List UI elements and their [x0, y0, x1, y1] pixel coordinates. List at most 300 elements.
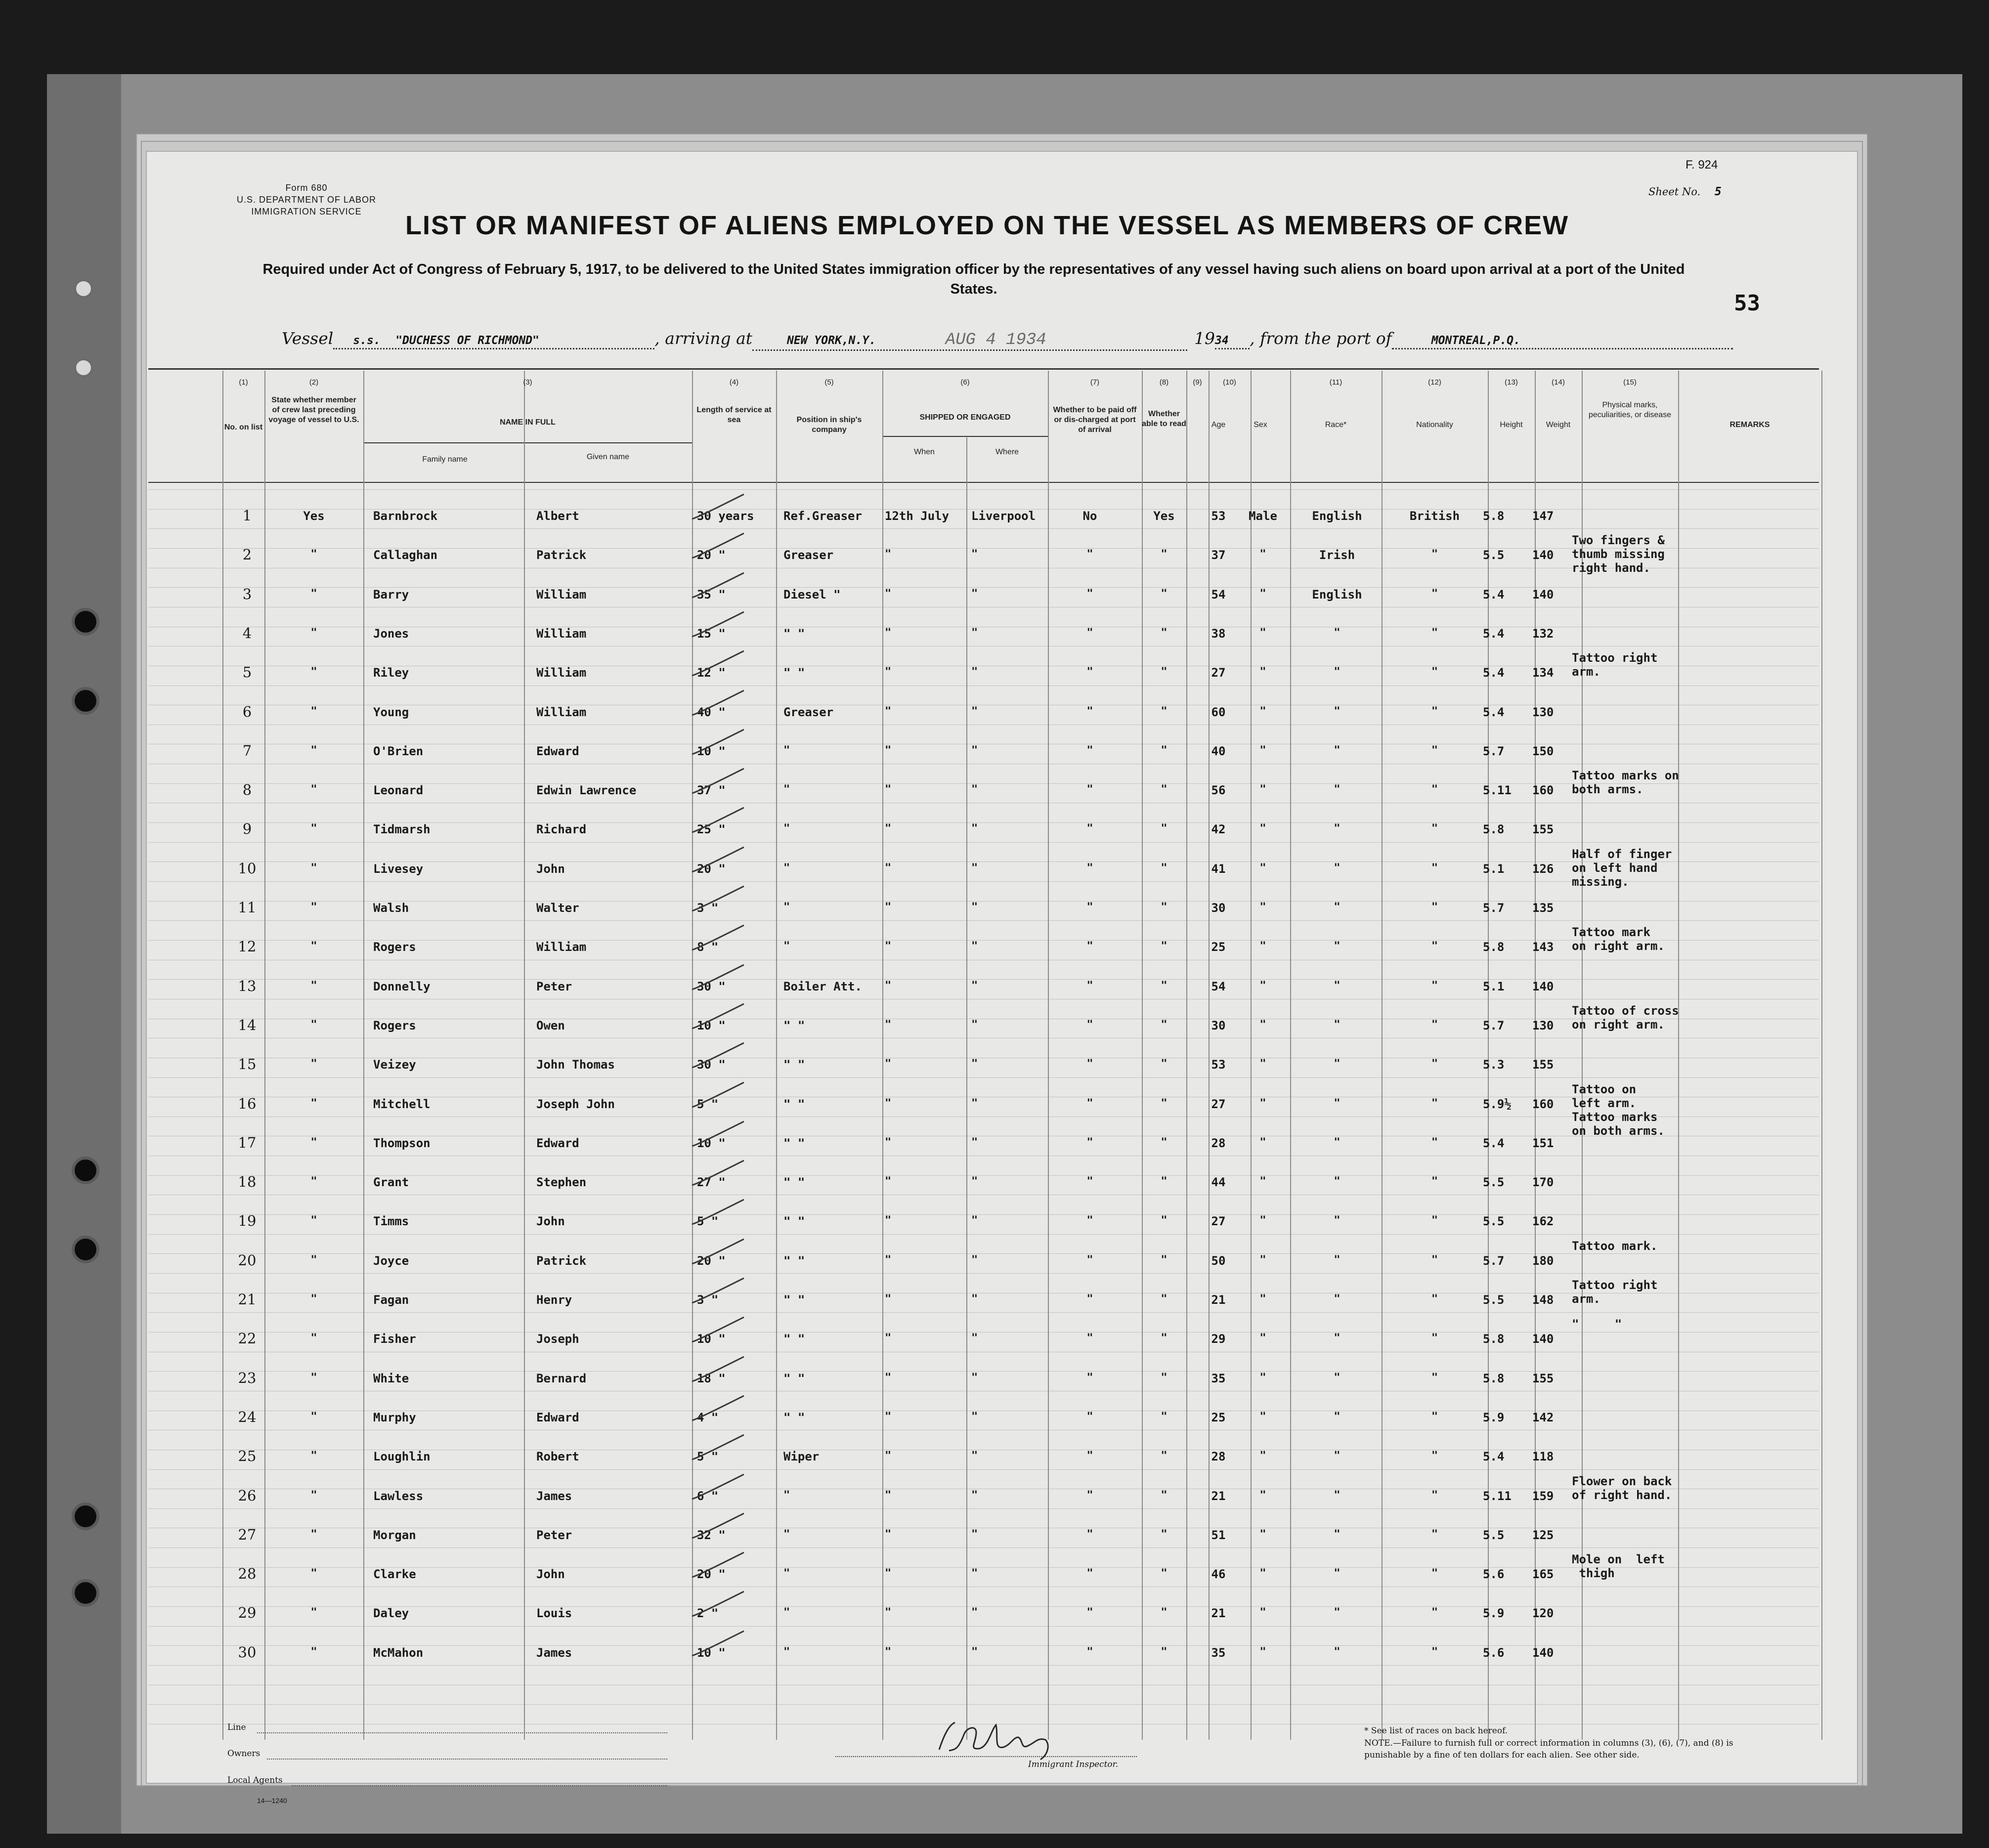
- cell-no: 3: [242, 585, 252, 602]
- cell-family: Tidmarsh: [373, 822, 431, 837]
- cell-where: ": [971, 1097, 978, 1110]
- cell-crew: ": [310, 666, 317, 679]
- cell-position: ": [783, 744, 790, 757]
- cell-given: William: [536, 666, 587, 680]
- cell-sex: ": [1259, 901, 1266, 913]
- cell-given: William: [536, 705, 587, 719]
- cell-height: 5.4: [1483, 1136, 1505, 1150]
- cell-paid: ": [1086, 1410, 1093, 1423]
- cell-family: Livesey: [373, 861, 424, 876]
- service-checkmark: [690, 1237, 749, 1271]
- cell-age: 35: [1211, 1371, 1226, 1385]
- cell-given: Patrick: [536, 548, 587, 562]
- cell-when: ": [885, 901, 892, 913]
- shipped-subheader-rule: [882, 436, 1048, 437]
- cell-race: ": [1334, 822, 1340, 835]
- cell-where: ": [971, 1645, 978, 1658]
- cell-nat: ": [1431, 1175, 1438, 1188]
- cell-nat: ": [1431, 1489, 1438, 1502]
- header-given-name: Given name: [586, 453, 630, 461]
- cell-paid: ": [1086, 1332, 1093, 1345]
- cell-when: 12th July: [885, 509, 950, 523]
- cell-read: ": [1161, 705, 1167, 718]
- page-title: LIST OR MANIFEST OF ALIENS EMPLOYED ON THE VESSEL AS MEMBERS OF CREW: [405, 211, 1569, 240]
- cell-weight: 140: [1532, 548, 1554, 562]
- cell-where: Liverpool: [971, 509, 1036, 523]
- footer-form-code: 14—1240: [257, 1797, 287, 1805]
- cell-height: 5.7: [1483, 1253, 1505, 1268]
- cell-crew: ": [310, 1097, 317, 1110]
- physical-mark-note: Two fingers & thumb missing right hand.: [1572, 533, 1665, 575]
- row-rule: [148, 1234, 1819, 1235]
- cell-paid: ": [1086, 1645, 1093, 1658]
- cell-weight: 134: [1532, 666, 1554, 680]
- cell-when: ": [885, 783, 892, 796]
- cell-when: ": [885, 1253, 892, 1266]
- cell-height: 5.9: [1483, 1410, 1505, 1424]
- cell-given: Edward: [536, 744, 579, 758]
- cell-read: ": [1161, 744, 1167, 757]
- cell-crew: ": [310, 1214, 317, 1227]
- service-checkmark: [690, 727, 749, 762]
- cell-weight: 148: [1532, 1293, 1554, 1307]
- cell-paid: ": [1086, 626, 1093, 639]
- cell-sex: ": [1259, 626, 1266, 639]
- row-rule: [148, 1704, 1819, 1705]
- cell-no: 5: [242, 664, 252, 681]
- header-race: Race*: [1325, 421, 1347, 429]
- header-able-read: Whether able to read: [1142, 410, 1186, 428]
- cell-service: 30 years: [697, 509, 754, 523]
- cell-weight: 155: [1532, 1371, 1554, 1385]
- cell-race: ": [1334, 1528, 1340, 1541]
- cell-no: 6: [242, 703, 252, 720]
- cell-age: 21: [1211, 1606, 1226, 1621]
- cell-service: 20 ": [697, 548, 726, 562]
- cell-age: 28: [1211, 1450, 1226, 1464]
- cell-paid: ": [1086, 1136, 1093, 1149]
- cell-race: ": [1334, 1214, 1340, 1227]
- service-checkmark: [690, 1393, 749, 1428]
- physical-mark-note: Tattoo right arm.: [1572, 651, 1658, 679]
- cell-read: ": [1161, 587, 1167, 600]
- cell-sex: ": [1259, 783, 1266, 796]
- service-checkmark: [690, 609, 749, 644]
- cell-no: 14: [238, 1016, 257, 1033]
- cell-crew: ": [310, 1058, 317, 1071]
- cell-race: English: [1312, 587, 1362, 602]
- cell-age: 28: [1211, 1136, 1226, 1150]
- note-penalty: NOTE.—Failure to furnish full or correct information in columns (3), (6), (7), and (8) is punishable by a fine of ten dollars for each alien. See other side.: [1364, 1738, 1733, 1760]
- cell-where: ": [971, 1371, 978, 1384]
- cell-paid: ": [1086, 1058, 1093, 1071]
- cell-when: ": [885, 1058, 892, 1071]
- cell-when: ": [885, 940, 892, 953]
- cell-height: 5.5: [1483, 1214, 1505, 1229]
- header-state-whether: State whether member of crew last preceding voyage of vessel to U.S.: [268, 396, 359, 424]
- cell-when: ": [885, 822, 892, 835]
- service-checkmark: [690, 845, 749, 879]
- row-rule: [148, 1273, 1819, 1274]
- cell-position: ": [783, 783, 790, 796]
- cell-position: ": [783, 822, 790, 835]
- header-length-service: Length of service at sea: [696, 406, 772, 424]
- cell-age: 27: [1211, 1214, 1226, 1229]
- cell-no: 16: [238, 1095, 257, 1112]
- header-where: Where: [995, 448, 1019, 456]
- cell-position: " ": [783, 1214, 805, 1229]
- cell-sex: ": [1259, 1567, 1266, 1580]
- cell-service: 10 ": [697, 744, 726, 758]
- cell-family: Riley: [373, 666, 409, 680]
- cell-read: ": [1161, 1097, 1167, 1110]
- cell-height: 5.8: [1483, 1371, 1505, 1385]
- sheet-label: Sheet No.: [1648, 186, 1701, 198]
- cell-no: 21: [238, 1291, 257, 1308]
- cell-race: ": [1334, 979, 1340, 992]
- cell-nat: ": [1431, 1371, 1438, 1384]
- cell-position: " ": [783, 1253, 805, 1268]
- cell-race: ": [1334, 783, 1340, 796]
- cell-height: 5.8: [1483, 1332, 1505, 1346]
- cell-no: 28: [238, 1565, 257, 1583]
- cell-when: ": [885, 1489, 892, 1502]
- cell-family: Loughlin: [373, 1450, 431, 1464]
- cell-nat: ": [1431, 1450, 1438, 1462]
- cell-race: ": [1334, 940, 1340, 953]
- cell-read: ": [1161, 1293, 1167, 1305]
- cell-sex: ": [1259, 979, 1266, 992]
- cell-family: Grant: [373, 1175, 409, 1190]
- cell-read: ": [1161, 1567, 1167, 1580]
- cell-position: ": [783, 1567, 790, 1580]
- cell-position: " ": [783, 1371, 805, 1385]
- cell-when: ": [885, 1450, 892, 1462]
- cell-age: 30: [1211, 901, 1226, 915]
- cell-sex: ": [1259, 666, 1266, 679]
- cell-sex: ": [1259, 548, 1266, 561]
- cell-when: ": [885, 1567, 892, 1580]
- cell-read: ": [1161, 626, 1167, 639]
- cell-where: ": [971, 1175, 978, 1188]
- cell-position: ": [783, 1528, 790, 1541]
- physical-mark-note: " ": [1572, 1317, 1622, 1332]
- service-checkmark: [690, 688, 749, 723]
- cell-age: 25: [1211, 940, 1226, 954]
- cell-given: Robert: [536, 1450, 579, 1464]
- cell-nat: ": [1431, 783, 1438, 796]
- service-checkmark: [690, 1276, 749, 1310]
- cell-race: ": [1334, 1136, 1340, 1149]
- cell-given: John: [536, 1567, 565, 1582]
- cell-crew: ": [310, 1371, 317, 1384]
- row-rule: [148, 1469, 1819, 1470]
- cell-family: White: [373, 1371, 409, 1385]
- service-checkmark: [690, 492, 749, 526]
- binder-hole: [72, 1503, 99, 1530]
- column-divider: [1582, 371, 1583, 1740]
- col-number: (2): [309, 378, 319, 387]
- date-stamp: AUG 4 1934: [945, 331, 1046, 349]
- cell-weight: 147: [1532, 509, 1554, 523]
- cell-age: 56: [1211, 783, 1226, 798]
- row-rule: [148, 1626, 1819, 1627]
- cell-height: 5.5: [1483, 1528, 1505, 1542]
- cell-where: ": [971, 1450, 978, 1462]
- cell-when: ": [885, 1645, 892, 1658]
- cell-height: 5.4: [1483, 666, 1505, 680]
- arriving-label: , arriving at: [654, 329, 753, 348]
- cell-read: ": [1161, 940, 1167, 953]
- cell-service: 12 ": [697, 666, 726, 680]
- cell-family: Lawless: [373, 1489, 424, 1503]
- cell-age: 44: [1211, 1175, 1226, 1190]
- cell-age: 21: [1211, 1489, 1226, 1503]
- cell-no: 12: [238, 938, 257, 955]
- cell-weight: 160: [1532, 1097, 1554, 1111]
- cell-service: 8 ": [697, 940, 719, 954]
- cell-position: " ": [783, 1175, 805, 1190]
- cell-family: McMahon: [373, 1645, 424, 1660]
- cell-age: 30: [1211, 1018, 1226, 1032]
- cell-position: Ref.Greaser: [783, 509, 862, 523]
- cell-height: 5.6: [1483, 1567, 1505, 1582]
- cell-family: Young: [373, 705, 409, 719]
- cell-nat: ": [1431, 1214, 1438, 1227]
- cell-given: James: [536, 1645, 572, 1660]
- cell-service: 20 ": [697, 1567, 726, 1582]
- sheet-number: 5: [1714, 185, 1722, 198]
- cell-age: 41: [1211, 861, 1226, 876]
- row-rule: [148, 1508, 1819, 1509]
- cell-weight: 180: [1532, 1253, 1554, 1268]
- cell-no: 4: [242, 624, 252, 642]
- cell-when: ": [885, 587, 892, 600]
- cell-nat: ": [1431, 1136, 1438, 1149]
- row-rule: [148, 489, 1819, 490]
- cell-read: ": [1161, 1410, 1167, 1423]
- cell-crew: ": [310, 1175, 317, 1188]
- cell-nat: ": [1431, 822, 1438, 835]
- physical-mark-note: Tattoo of cross on right arm.: [1572, 1003, 1679, 1031]
- cell-family: Timms: [373, 1214, 409, 1229]
- service-checkmark: [690, 1550, 749, 1585]
- cell-when: ": [885, 1606, 892, 1619]
- cell-position: " ": [783, 666, 805, 680]
- cell-weight: 170: [1532, 1175, 1554, 1190]
- header-sex: Sex: [1254, 421, 1267, 429]
- cell-given: Edwin Lawrence: [536, 783, 637, 798]
- cell-weight: 130: [1532, 705, 1554, 719]
- cell-position: " ": [783, 1293, 805, 1307]
- cell-race: ": [1334, 626, 1340, 639]
- service-checkmark: [690, 1432, 749, 1467]
- cell-service: 32 ": [697, 1528, 726, 1542]
- f-number: F. 924: [1686, 158, 1718, 172]
- cell-crew: ": [310, 705, 317, 718]
- cell-read: ": [1161, 822, 1167, 835]
- cell-age: 38: [1211, 626, 1226, 641]
- cell-paid: ": [1086, 1097, 1093, 1110]
- cell-service: 5 ": [697, 1214, 719, 1229]
- cell-paid: ": [1086, 822, 1093, 835]
- cell-height: 5.8: [1483, 509, 1505, 523]
- col-number: (4): [729, 378, 739, 387]
- cell-no: 18: [238, 1173, 257, 1191]
- cell-sex: ": [1259, 1489, 1266, 1502]
- cell-no: 10: [238, 860, 257, 877]
- cell-no: 26: [238, 1487, 257, 1504]
- cell-service: 15 ": [697, 626, 726, 641]
- inspector-label: Immigrant Inspector.: [1028, 1760, 1119, 1769]
- service-checkmark: [690, 962, 749, 997]
- inspector-signature: [929, 1715, 1078, 1762]
- footer-line-rule: [257, 1732, 667, 1733]
- cell-height: 5.9: [1483, 1606, 1505, 1621]
- note-races: * See list of races on back hereof.: [1364, 1726, 1508, 1736]
- cell-given: Richard: [536, 822, 587, 837]
- service-name: IMMIGRATION SERVICE: [251, 207, 362, 216]
- cell-family: O'Brien: [373, 744, 424, 758]
- cell-no: 15: [238, 1056, 257, 1073]
- cell-nat: ": [1431, 1645, 1438, 1658]
- page-subtitle: Required under Act of Congress of February 5, 1917, to be delivered to the United States immigration officer by the representatives of any vessel having such aliens on board upon arrival at a port of the United States.: [262, 261, 1685, 297]
- cell-read: ": [1161, 1214, 1167, 1227]
- col-number: (7): [1090, 378, 1100, 387]
- cell-sex: ": [1259, 1175, 1266, 1188]
- cell-race: English: [1312, 509, 1362, 523]
- cell-race: ": [1334, 744, 1340, 757]
- cell-when: ": [885, 979, 892, 992]
- cell-crew: ": [310, 1489, 317, 1502]
- cell-sex: ": [1259, 1214, 1266, 1227]
- row-rule: [148, 1547, 1819, 1548]
- row-rule: [148, 881, 1819, 882]
- cell-read: ": [1161, 1645, 1167, 1658]
- cell-family: Mitchell: [373, 1097, 431, 1111]
- cell-given: Peter: [536, 979, 572, 993]
- physical-mark-note: Mole on left thigh: [1572, 1552, 1665, 1581]
- cell-age: 42: [1211, 822, 1226, 837]
- cell-position: " ": [783, 1018, 805, 1032]
- cell-weight: 165: [1532, 1567, 1554, 1582]
- column-divider: [363, 371, 364, 1740]
- form-number: Form 680: [285, 183, 328, 193]
- cell-nat: ": [1431, 587, 1438, 600]
- service-checkmark: [690, 1629, 749, 1663]
- physical-mark-note: Flower on back of right hand.: [1572, 1474, 1672, 1502]
- service-checkmark: [690, 923, 749, 957]
- cell-nat: ": [1431, 940, 1438, 953]
- cell-service: 35 ": [697, 587, 726, 602]
- cell-crew: Yes: [303, 509, 325, 523]
- cell-where: ": [971, 587, 978, 600]
- cell-sex: ": [1259, 1410, 1266, 1423]
- cell-height: 5.7: [1483, 901, 1505, 915]
- cell-weight: 155: [1532, 1058, 1554, 1072]
- cell-height: 5.8: [1483, 822, 1505, 837]
- cell-nat: ": [1431, 1606, 1438, 1619]
- cell-where: ": [971, 1214, 978, 1227]
- cell-crew: ": [310, 1332, 317, 1345]
- cell-nat: ": [1431, 1528, 1438, 1541]
- header-when: When: [914, 448, 935, 456]
- cell-family: Jones: [373, 626, 409, 641]
- col-number: (11): [1329, 378, 1342, 387]
- row-rule: [148, 1665, 1819, 1666]
- cell-crew: ": [310, 901, 317, 913]
- cell-nat: ": [1431, 1410, 1438, 1423]
- cell-when: ": [885, 744, 892, 757]
- physical-mark-note: Tattoo mark.: [1572, 1239, 1658, 1253]
- form-header-block: [213, 182, 400, 217]
- cell-race: ": [1334, 1410, 1340, 1423]
- cell-read: ": [1161, 1058, 1167, 1071]
- cell-height: 5.4: [1483, 626, 1505, 641]
- cell-service: 27 ": [697, 1175, 726, 1190]
- cell-nat: ": [1431, 1293, 1438, 1305]
- cell-crew: ": [310, 1606, 317, 1619]
- header-nationality: Nationality: [1416, 421, 1453, 429]
- cell-age: 53: [1211, 509, 1226, 523]
- column-divider: [966, 437, 967, 1740]
- col-number: (12): [1428, 378, 1441, 387]
- cell-read: ": [1161, 1371, 1167, 1384]
- cell-no: 7: [242, 742, 252, 759]
- header-position: Position in ship's company: [796, 416, 862, 434]
- service-checkmark: [690, 1040, 749, 1075]
- cell-given: Joseph John: [536, 1097, 615, 1111]
- row-rule: [148, 528, 1819, 529]
- departure-port: MONTREAL,P.Q.: [1431, 334, 1520, 347]
- table-top-rule: [148, 368, 1819, 370]
- col-number: (6): [960, 378, 970, 387]
- cell-family: Daley: [373, 1606, 409, 1621]
- cell-where: ": [971, 548, 978, 561]
- service-checkmark: [690, 1080, 749, 1115]
- cell-crew: ": [310, 822, 317, 835]
- cell-height: 5.11: [1483, 1489, 1512, 1503]
- cell-height: 5.3: [1483, 1058, 1505, 1072]
- cell-given: Edward: [536, 1136, 579, 1150]
- cell-sex: ": [1259, 705, 1266, 718]
- cell-where: ": [971, 666, 978, 679]
- col-number: (14): [1552, 378, 1565, 387]
- cell-paid: ": [1086, 548, 1093, 561]
- row-rule: [148, 1077, 1819, 1078]
- cell-age: 54: [1211, 587, 1226, 602]
- cell-no: 11: [238, 899, 257, 916]
- cell-read: ": [1161, 1018, 1167, 1031]
- cell-where: ": [971, 1489, 978, 1502]
- cell-read: Yes: [1153, 509, 1175, 523]
- cell-nat: ": [1431, 744, 1438, 757]
- cell-weight: 151: [1532, 1136, 1554, 1150]
- cell-read: ": [1161, 979, 1167, 992]
- cell-age: 40: [1211, 744, 1226, 758]
- header-weight: Weight: [1546, 421, 1571, 429]
- row-rule: [148, 1312, 1819, 1313]
- cell-paid: ": [1086, 1528, 1093, 1541]
- cell-family: Walsh: [373, 901, 409, 915]
- cell-sex: ": [1259, 1371, 1266, 1384]
- name-subheader-rule: [363, 442, 692, 443]
- cell-nat: ": [1431, 1058, 1438, 1071]
- cell-age: 54: [1211, 979, 1226, 993]
- cell-sex: ": [1259, 1097, 1266, 1110]
- cell-family: Joyce: [373, 1253, 409, 1268]
- cell-family: Fisher: [373, 1332, 416, 1346]
